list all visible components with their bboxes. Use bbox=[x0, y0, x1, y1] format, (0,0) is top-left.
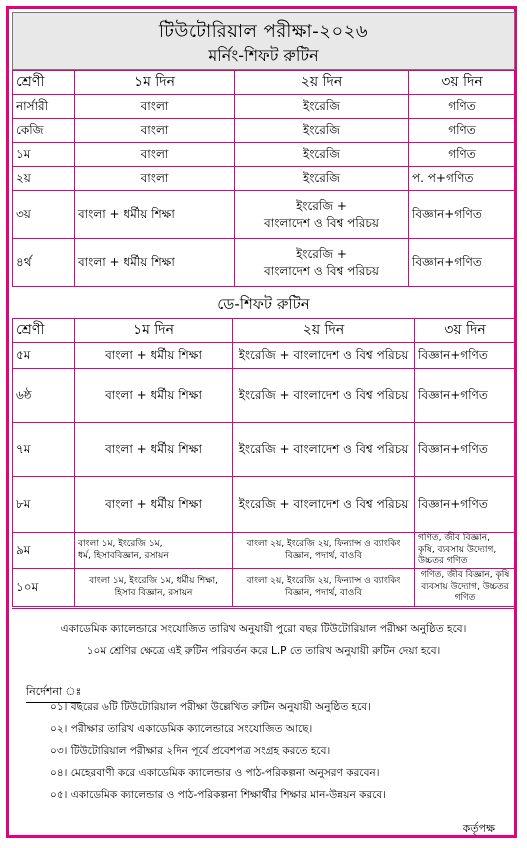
subject-cell: বাংলা bbox=[75, 143, 235, 167]
class-cell: কেজি bbox=[13, 119, 75, 143]
instruction-item: ০৫। একাডেমিক ক্যালেন্ডার ও পাঠ-পরিকল্পনা শিক্ষার্থীর শিক্ষার মান-উন্নয়ন করবে। bbox=[50, 789, 387, 801]
subject-cell: বিজ্ঞান+গণিত bbox=[409, 191, 516, 239]
column-header: ২য় দিন bbox=[233, 319, 415, 343]
table-row bbox=[13, 119, 516, 143]
subject-cell: ইংরেজি + বাংলাদেশ ও বিশ্ব পরিচয় bbox=[233, 343, 415, 369]
class-cell: ৬ষ্ঠ bbox=[13, 369, 75, 423]
subject-line: হিসাব বিজ্ঞান, রসায়ন bbox=[114, 587, 193, 598]
subject-cell: বাংলা + ধর্মীয় শিক্ষা bbox=[75, 343, 233, 369]
class-cell: ৩য় bbox=[13, 191, 75, 239]
subject-line: বাংলা ২য়, ইংরেজি ২য়, ফিন্যান্স ও ব্যাংকিং bbox=[246, 575, 401, 586]
instruction-item: ০৪। মেহেরবাণী করে একাডেমিক ক্যালেন্ডার ও পাঠ-পরিকল্পনা অনুসরণ করবেন। bbox=[50, 767, 380, 779]
subject-line: বাংলাদেশ ও বিশ্ব পরিচয় bbox=[264, 263, 379, 278]
subject-cell: বাংলা + ধর্মীয় শিক্ষা bbox=[75, 191, 235, 239]
authority-signature: কর্তৃপক্ষ bbox=[462, 822, 495, 835]
subject-cell bbox=[415, 533, 516, 569]
subject-line: ব্যবসায় উদ্যোগ, উচ্চতর গণিত bbox=[421, 581, 509, 604]
subject-line: বিজ্ঞান, পদার্থ, বাওবি bbox=[285, 550, 362, 561]
subject-cell: ইংরেজি bbox=[235, 143, 409, 167]
column-header: শ্রেণী bbox=[13, 71, 75, 95]
table-row bbox=[13, 423, 516, 477]
subject-cell: গণিত bbox=[409, 95, 516, 119]
subject-cell bbox=[75, 533, 233, 569]
subject-line: ইংরেজি + bbox=[296, 199, 347, 214]
subject-line: বাংলা ১ম, ইংরেজি ১ম, bbox=[78, 538, 163, 549]
subject-cell: বিজ্ঞান+গণিত bbox=[415, 477, 516, 533]
subject-cell: ইংরেজি + বাংলাদেশ ও বিশ্ব পরিচয় bbox=[233, 369, 415, 423]
class-cell: ৫ম bbox=[13, 343, 75, 369]
subject-line: বাংলাদেশ ও বিশ্ব পরিচয় bbox=[264, 215, 379, 230]
subject-cell bbox=[415, 569, 516, 607]
title-box bbox=[12, 12, 515, 70]
column-header: ১ম দিন bbox=[75, 319, 233, 343]
column-header: শ্রেণী bbox=[13, 319, 75, 343]
subject-line: কৃষি, ব্যবসায় উদ্যোগ, উচ্চতর গণিত bbox=[418, 544, 497, 567]
subject-cell: বিজ্ঞান+গণিত bbox=[409, 239, 516, 287]
table-row bbox=[13, 167, 516, 191]
note-text: ১০ম শ্রেণির ক্ষেত্রে এই রুটিন পরিবর্তন করে L.P তে তারিখ অনুযায়ী রুটিন দেয়া হবে। bbox=[86, 645, 441, 657]
subject-line: বিজ্ঞান, পদার্থ, বাওবি bbox=[285, 587, 362, 598]
table-row bbox=[13, 143, 516, 167]
column-header: ৩য় দিন bbox=[409, 71, 516, 95]
subject-cell: গণিত bbox=[409, 119, 516, 143]
class-cell: ১ম bbox=[13, 143, 75, 167]
subject-line: বাংলা ২য়, ইংরেজি ২য়, ফিন্যান্স ও ব্যাংকিং bbox=[246, 538, 401, 549]
subject-cell: ইংরেজি + বাংলাদেশ ও বিশ্ব পরিচয় bbox=[233, 477, 415, 533]
subject-cell bbox=[233, 533, 415, 569]
column-header: ২য় দিন bbox=[235, 71, 409, 95]
class-cell: ৪র্থ bbox=[13, 239, 75, 287]
column-header: ১ম দিন bbox=[75, 71, 235, 95]
note-text: একাডেমিক ক্যালেন্ডারে সংযোজিত তারিখ অনুযায়ী পুরো বছর টিউটোরিয়াল পরীক্ষা অনুষ্ঠিত হবে। bbox=[60, 623, 467, 635]
subject-cell: বিজ্ঞান+গণিত bbox=[415, 423, 516, 477]
subject-cell: বিজ্ঞান+গণিত bbox=[415, 343, 516, 369]
subject-cell: বাংলা bbox=[75, 95, 235, 119]
instructions-title: নির্দেশনা ঃ bbox=[26, 683, 81, 703]
subject-line: ইংরেজি + bbox=[296, 247, 347, 262]
table-row bbox=[13, 239, 516, 287]
subject-cell bbox=[235, 191, 409, 239]
day-shift-title: ডে-শিফট রুটিন bbox=[217, 295, 310, 313]
subject-cell: বাংলা + ধর্মীয় শিক্ষা bbox=[75, 369, 233, 423]
class-cell: ৯ম bbox=[13, 533, 75, 569]
instruction-item: ০৩। টিউটোরিয়াল পরীক্ষার ২দিন পূর্বে প্রবেশপত্র সংগ্রহ করতে হবে। bbox=[50, 745, 331, 757]
day-routine-table bbox=[12, 318, 516, 607]
table-row bbox=[13, 191, 516, 239]
subject-cell: বাংলা + ধর্মীয় শিক্ষা bbox=[75, 477, 233, 533]
subject-cell: বাংলা + ধর্মীয় শিক্ষা bbox=[75, 423, 233, 477]
subject-cell: ইংরেজি + বাংলাদেশ ও বিশ্ব পরিচয় bbox=[233, 423, 415, 477]
class-cell: ১০ম bbox=[13, 569, 75, 607]
subject-cell: গণিত bbox=[409, 143, 516, 167]
subject-cell: ইংরেজি bbox=[235, 95, 409, 119]
subject-line: গণিত, জীব বিজ্ঞান, bbox=[418, 533, 490, 543]
table-row bbox=[13, 569, 516, 607]
table-header-row bbox=[13, 319, 516, 343]
subject-cell: বাংলা bbox=[75, 167, 235, 191]
subject-line: বাংলা ১ম, ইংরেজি ১ম, ধর্মীয় শিক্ষা, bbox=[89, 575, 218, 586]
column-header: ৩য় দিন bbox=[415, 319, 516, 343]
table-row bbox=[13, 343, 516, 369]
class-cell: ৭ম bbox=[13, 423, 75, 477]
morning-routine-table bbox=[12, 70, 516, 287]
instruction-item: ০২। পরীক্ষার তারিখ একাডেমিক ক্যালেন্ডারে সংযোজিত আছে। bbox=[50, 723, 313, 735]
table-row bbox=[13, 533, 516, 569]
morning-shift-title: মর্নিং-শিফট রুটিন bbox=[208, 46, 319, 65]
subject-line: ধর্ম, হিসাববিজ্ঞান, রসায়ন bbox=[78, 550, 169, 561]
instruction-item: ০১। বছরের ৬টি টিউটোরিয়াল পরীক্ষা উল্লেখিত রুটিন অনুযায়ী অনুষ্ঠিত হবে। bbox=[50, 701, 371, 713]
subject-cell: বাংলা bbox=[75, 119, 235, 143]
table-row bbox=[13, 477, 516, 533]
table-header-row bbox=[13, 71, 516, 95]
subject-cell: বিজ্ঞান+গণিত bbox=[415, 369, 516, 423]
subject-cell bbox=[235, 239, 409, 287]
subject-cell bbox=[75, 569, 233, 607]
subject-cell: ইংরেজি bbox=[235, 167, 409, 191]
table-row bbox=[13, 369, 516, 423]
subject-cell: ইংরেজি bbox=[235, 119, 409, 143]
page-title: টিউটোরিয়াল পরীক্ষা-২০২৬ bbox=[158, 21, 369, 42]
subject-line: গণিত, জীব বিজ্ঞান, কৃষি bbox=[420, 570, 510, 581]
subject-cell bbox=[233, 569, 415, 607]
subject-cell: প. প+গণিত bbox=[409, 167, 516, 191]
divider bbox=[12, 608, 515, 609]
class-cell: নার্সারী bbox=[13, 95, 75, 119]
table-row bbox=[13, 95, 516, 119]
class-cell: ২য় bbox=[13, 167, 75, 191]
class-cell: ৮ম bbox=[13, 477, 75, 533]
subject-cell: বাংলা + ধর্মীয় শিক্ষা bbox=[75, 239, 235, 287]
